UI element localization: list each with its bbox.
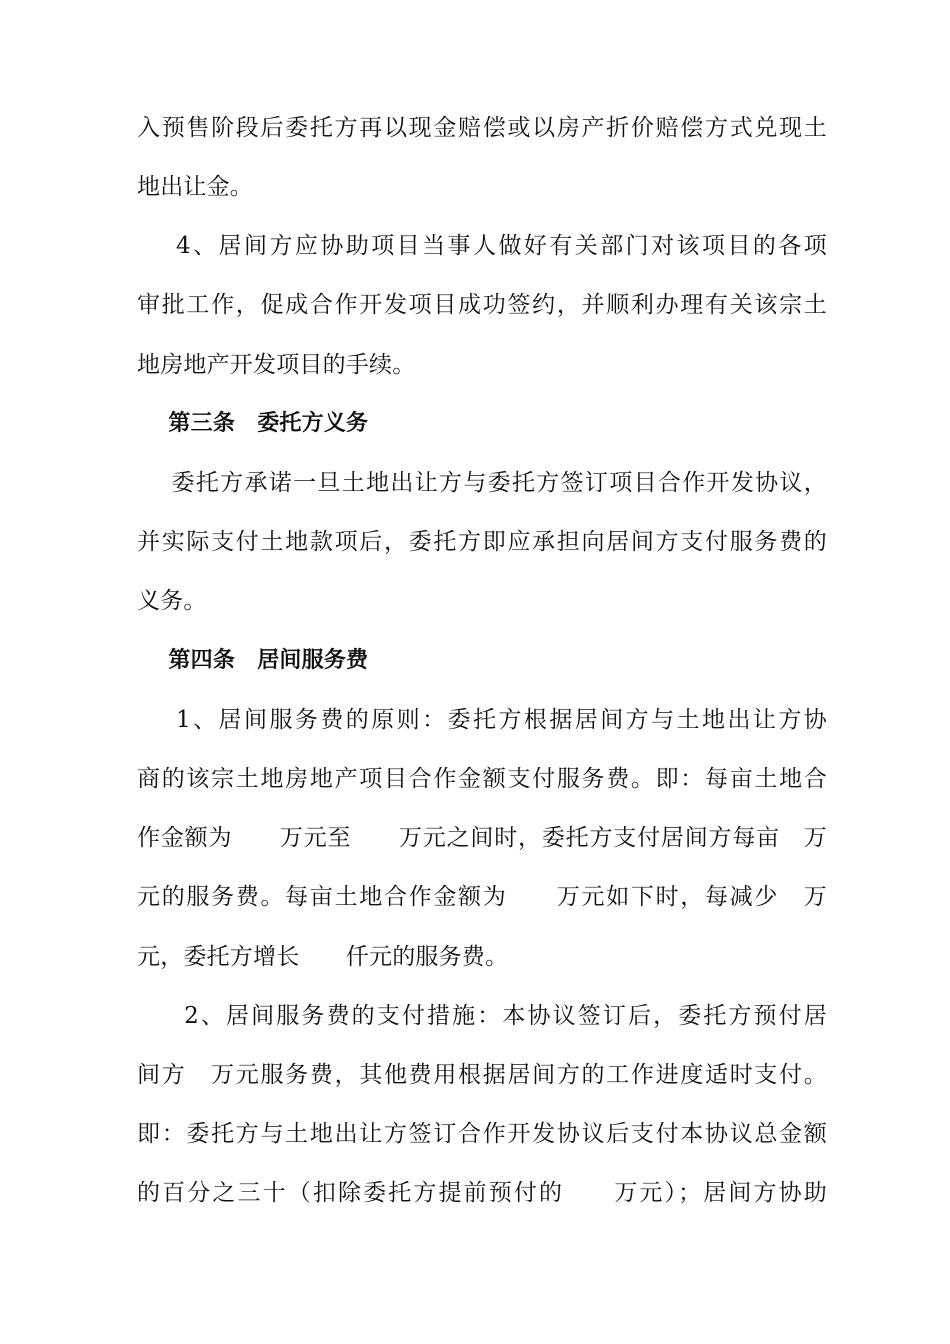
section-heading: 第三条 委托方义务 [137,411,369,436]
text-line: 间方 万元服务费，其他费用根据居间方的工作进度适时支付。 [137,1062,827,1088]
text-line: 义务。 [137,588,207,614]
text-line: 元，委托方增长 仟元的服务费。 [137,944,509,970]
text-line: 地房地产开发项目的手续。 [137,352,416,378]
text-line: 商的该宗土地房地产项目合作金额支付服务费。即：每亩土地合 [137,766,827,792]
text-line: 地出让金。 [137,174,253,200]
section-heading: 第四条 居间服务费 [137,648,369,673]
text-line: 委托方承诺一旦土地出让方与委托方签订项目合作开发协议， [137,470,827,496]
text-line: 作金额为 万元至 万元之间时，委托方支付居间方每亩 万 [137,825,827,851]
text-line: 2、居间服务费的支付措施：本协议签订后，委托方预付居 [137,1003,827,1029]
text-line: 即：委托方与土地出让方签订合作开发协议后支付本协议总金额 [137,1121,827,1147]
text-line: 4、居间方应协助项目当事人做好有关部门对该项目的各项 [137,233,827,259]
text-line: 元的服务费。每亩土地合作金额为 万元如下时，每减少 万 [137,884,827,910]
text-line: 并实际支付土地款项后，委托方即应承担向居间方支付服务费的 [137,529,827,555]
text-line: 入预售阶段后委托方再以现金赔偿或以房产折价赔偿方式兑现土 [137,115,827,141]
text-line: 的百分之三十（扣除委托方提前预付的 万元）；居间方协助 [137,1180,827,1206]
text-line: 1、居间服务费的原则：委托方根据居间方与土地出让方协 [137,707,827,733]
text-line: 审批工作，促成合作开发项目成功签约，并顺利办理有关该宗土 [137,292,827,318]
